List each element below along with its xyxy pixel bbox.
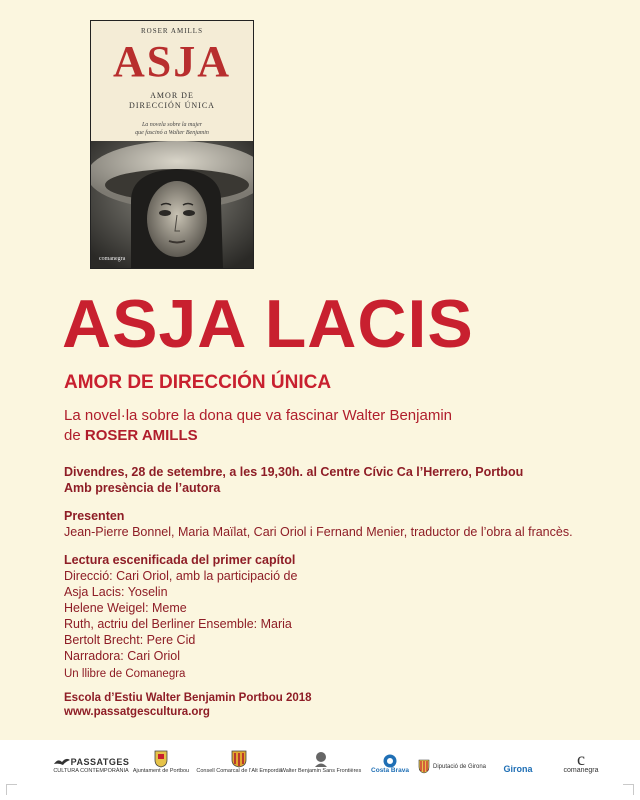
presenters-list: Jean-Pierre Bonnel, Maria Maïlat, Cari Oriol i Fernand Menier, traductor de l’obra al francès. [64, 525, 573, 539]
cover-tagline-line1: La novela sobre la mujer [141, 122, 203, 128]
sponsor-comanegra-logo [556, 740, 606, 774]
sponsor-name: Ajuntament de Portbou [132, 768, 190, 774]
sponsor-wbsf-logo [282, 740, 360, 774]
reading-line: Helene Weigel: Meme [64, 601, 187, 615]
cover-tagline [91, 121, 253, 137]
cover-subtitle-line1: AMOR DE [150, 91, 194, 100]
sponsor-diputacio-logo [418, 740, 486, 774]
cover-author: ROSER AMILLS [141, 27, 203, 35]
reading-line: Narradora: Cari Oriol [64, 649, 181, 663]
cover-subtitle-line2: DIRECCIÓN ÚNICA [129, 101, 215, 110]
crop-mark [6, 784, 17, 795]
bird-icon [53, 756, 71, 768]
reading-line: Bertolt Brecht: Pere Cid [64, 633, 196, 647]
presenters-section [64, 508, 573, 540]
author-prefix: de [64, 427, 81, 444]
event-details [64, 464, 523, 496]
sponsor-name: Walter Benjamin Sans Frontières [280, 768, 362, 774]
reading-line: Direcció: Cari Oriol, amb la participació de [64, 569, 298, 583]
sponsor-girona-logo [492, 740, 544, 774]
reading-line: Ruth, actriu del Berliner Ensemble: Maria [64, 617, 292, 631]
shield-icon [418, 759, 430, 774]
page-subtitle: AMOR DE DIRECCIÓN ÚNICA [64, 372, 332, 393]
costa-brava-icon [383, 754, 397, 768]
sponsor-footer [0, 740, 640, 800]
page-title: ASJA LACIS [62, 286, 474, 362]
sponsor-name: Consell Comarcal de l’Alt Empordà [196, 768, 282, 774]
reading-line: Asja Lacis: Yoselin [64, 585, 168, 599]
sponsor-name: comanegra [563, 767, 599, 774]
school-name: Escola d’Estiu Walter Benjamin Portbou 2018 [64, 692, 312, 704]
sponsor-passatges-logo [53, 740, 130, 774]
sponsor-costabrava-logo [368, 740, 412, 774]
event-date-place: Divendres, 28 de setembre, a les 19,30h. al Centre Cívic Ca l’Herrero, Portbou [64, 465, 524, 479]
publisher-note: Un llibre de Comanegra [64, 668, 186, 680]
author-line [64, 426, 452, 446]
tagline-text: La novel·la sobre la dona que va fascinar Walter Benjamin [64, 407, 452, 424]
portrait-icon [313, 750, 329, 768]
tagline [64, 406, 452, 446]
event-author-presence: Amb presència de l’autora [64, 481, 221, 495]
sponsor-name: PASSATGES [70, 757, 130, 767]
comanegra-mark-icon: c [577, 749, 585, 769]
author-name: ROSER AMILLS [84, 427, 198, 444]
reading-heading: Lectura escenificada del primer capítol [64, 553, 296, 567]
sponsor-name: Diputació de Girona [432, 763, 487, 770]
sponsor-sub: CULTURA CONTEMPORÀNIA [53, 768, 129, 774]
sponsor-name: Costa Brava [371, 767, 409, 774]
cover-title: ASJA [112, 37, 232, 86]
cover-tagline-line2: que fascinó a Walter Benjamin [135, 130, 209, 136]
coat-of-arms-icon [154, 750, 168, 768]
cover-subtitle [91, 91, 253, 111]
crop-mark [623, 784, 634, 795]
cover-portrait-photo [91, 141, 253, 268]
cover-publisher: comanegra [99, 256, 126, 262]
shield-icon [231, 750, 247, 768]
reading-section [64, 552, 297, 664]
presenters-heading: Presenten [64, 509, 125, 523]
website-link[interactable]: www.passatgescultura.org [64, 706, 210, 718]
sponsor-name: Girona [503, 764, 533, 774]
sponsor-altemporda-logo [196, 740, 282, 774]
sponsor-portbou-logo [130, 740, 192, 774]
book-cover [90, 20, 254, 269]
